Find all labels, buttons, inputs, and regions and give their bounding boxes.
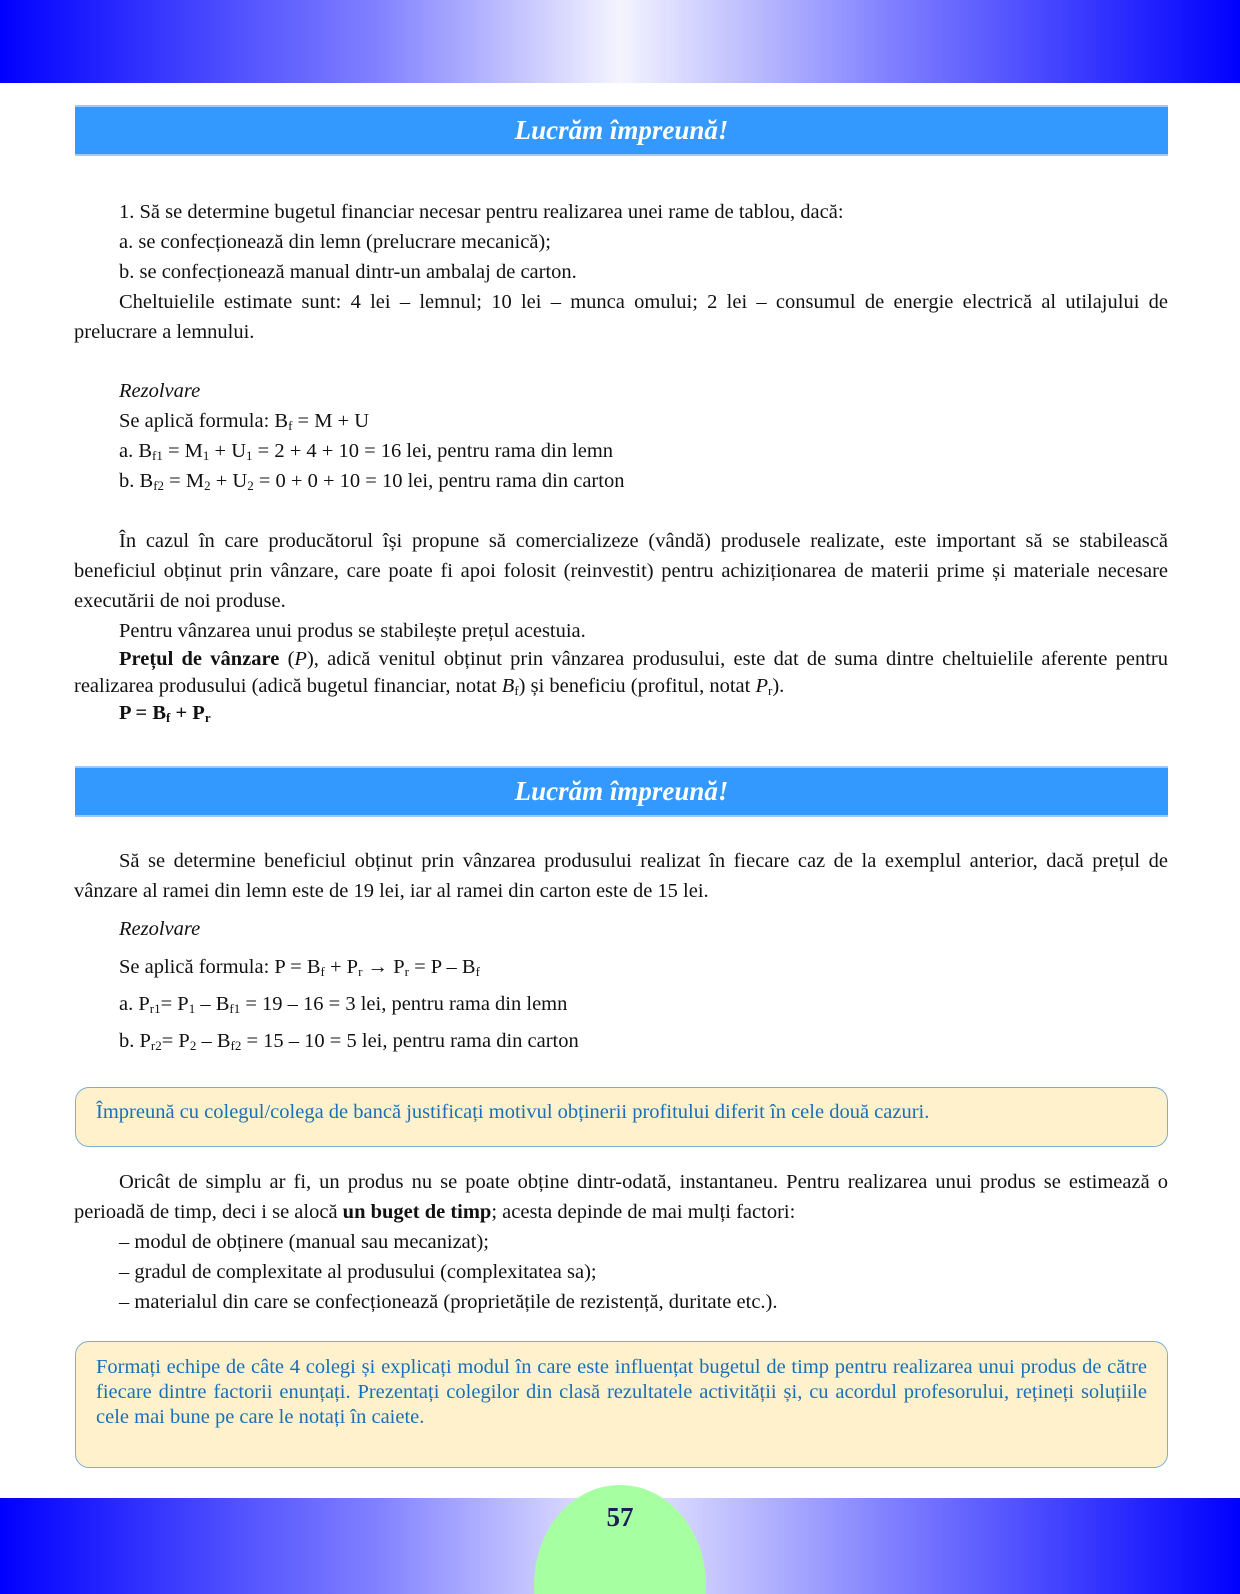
section-banner-2 [75, 766, 1168, 817]
problem-option-b: b. se confecționează manual dintr-un ambalaj de carton. [119, 261, 577, 283]
section-banner-1 [75, 105, 1168, 156]
theory-paragraph-2: Pentru vânzarea unui produs se stabilește prețul acestuia. [119, 620, 586, 642]
solution-step-b-2: b. $P_{r2}= P_2 - B_{f2} = 15 - 10 = 5$ lei, pentru rama din carton [119, 1030, 579, 1053]
solution-label: Rezolvare [119, 380, 201, 402]
factor-item: – materialul din care se confecționează (proprietățile de rezistență, duritate etc.). [119, 1291, 778, 1313]
factor-item: – gradul de complexitate al produsului (complexitatea sa); [119, 1261, 597, 1283]
solution-formula-2: Se aplică formula: $P = B_f + P_r \to P_r = P - B_f$ [119, 956, 480, 979]
activity-note-teams: Formați echipe de câte 4 colegi și explicați modul în care este influențat bugetul de timp pentru realizarea unui produs de către fiecare dintre factorii enunțați. Prezentați colegilor din clasă rezultatele activității și, cu acordul profesorului, rețineți soluțiile cele mai bune pe care le notați în caiete. [75, 1341, 1168, 1468]
banner-title: Lucrăm împreună! [514, 115, 729, 145]
theory-paragraph-3: Prețul de vânzare (P), adică venitul obținut prin vânzarea produsului, este dat de suma dintre cheltuielile aferente pentru realizarea produsului (adică bugetul financiar, notat $B_f$) și beneficiu (profitul, notat $P_r$). [74, 648, 1169, 698]
header-gradient-band [0, 0, 1240, 83]
activity-note-pairs: Împreună cu colegul/colega de bancă justificați motivul obținerii profitului diferit în cele două cazuri. [75, 1087, 1168, 1147]
cost-estimates: Cheltuielile estimate sunt: 4 lei – lemnul; 10 lei – munca omului; 2 lei – consumul de energie electrică al utilajului de prelucrare a lemnului. [74, 291, 1168, 343]
solution-step-a-2: a. $P_{r1}= P_1 - B_{f1} = 19 - 16 = 3$ lei, pentru rama din lemn [119, 993, 568, 1016]
factor-item: – modul de obținere (manual sau mecanizat); [119, 1231, 490, 1253]
price-formula: $P = B_f + P_r$ [119, 702, 211, 725]
problem-option-a: a. se confecționează din lemn (prelucrare mecanică); [119, 231, 551, 253]
solution-formula: Se aplică formula: $B_f = M + U$ [119, 410, 370, 433]
solution-step-a: a. $B_{f1} = M_1 + U_1 = 2 + 4 + 10 = 16$ lei, pentru rama din lemn [119, 440, 614, 463]
solution-step-b: b. $B_{f2} = M_2 + U_2 = 0 + 0 + 10 = 10$ lei, pentru rama din carton [119, 470, 625, 493]
theory-paragraph-1: În cazul în care producătorul își propune să comercializeze (vândă) produsele realizate, este important să se stabilească beneficiul obținut prin vânzare, care poate fi apoi folosit (reinvestit) pentru achiziționarea de materii prime și materiale necesare executării de noi produse. [74, 530, 1168, 612]
time-budget-paragraph: Oricât de simplu ar fi, un produs nu se poate obține dintr-odată, instantaneu. Pentru realizarea unui produs se estimează o perioadă de timp, deci i se alocă un buget de timp; acesta depinde de mai mulți factori: [74, 1171, 1168, 1223]
solution-label-2: Rezolvare [119, 918, 201, 940]
problem-statement-2: Să se determine beneficiul obținut prin vânzarea produsului realizat în fiecare caz de la exemplul anterior, dacă prețul de vânzare al ramei din lemn este de 19 lei, iar al ramei din carton este de 15 lei. [74, 850, 1168, 902]
problem-statement: 1. Să se determine bugetul financiar necesar pentru realizarea unei rame de tablou, dacă: [119, 201, 844, 223]
page-number: 57 [606, 1502, 634, 1532]
banner-title: Lucrăm împreună! [514, 776, 729, 806]
